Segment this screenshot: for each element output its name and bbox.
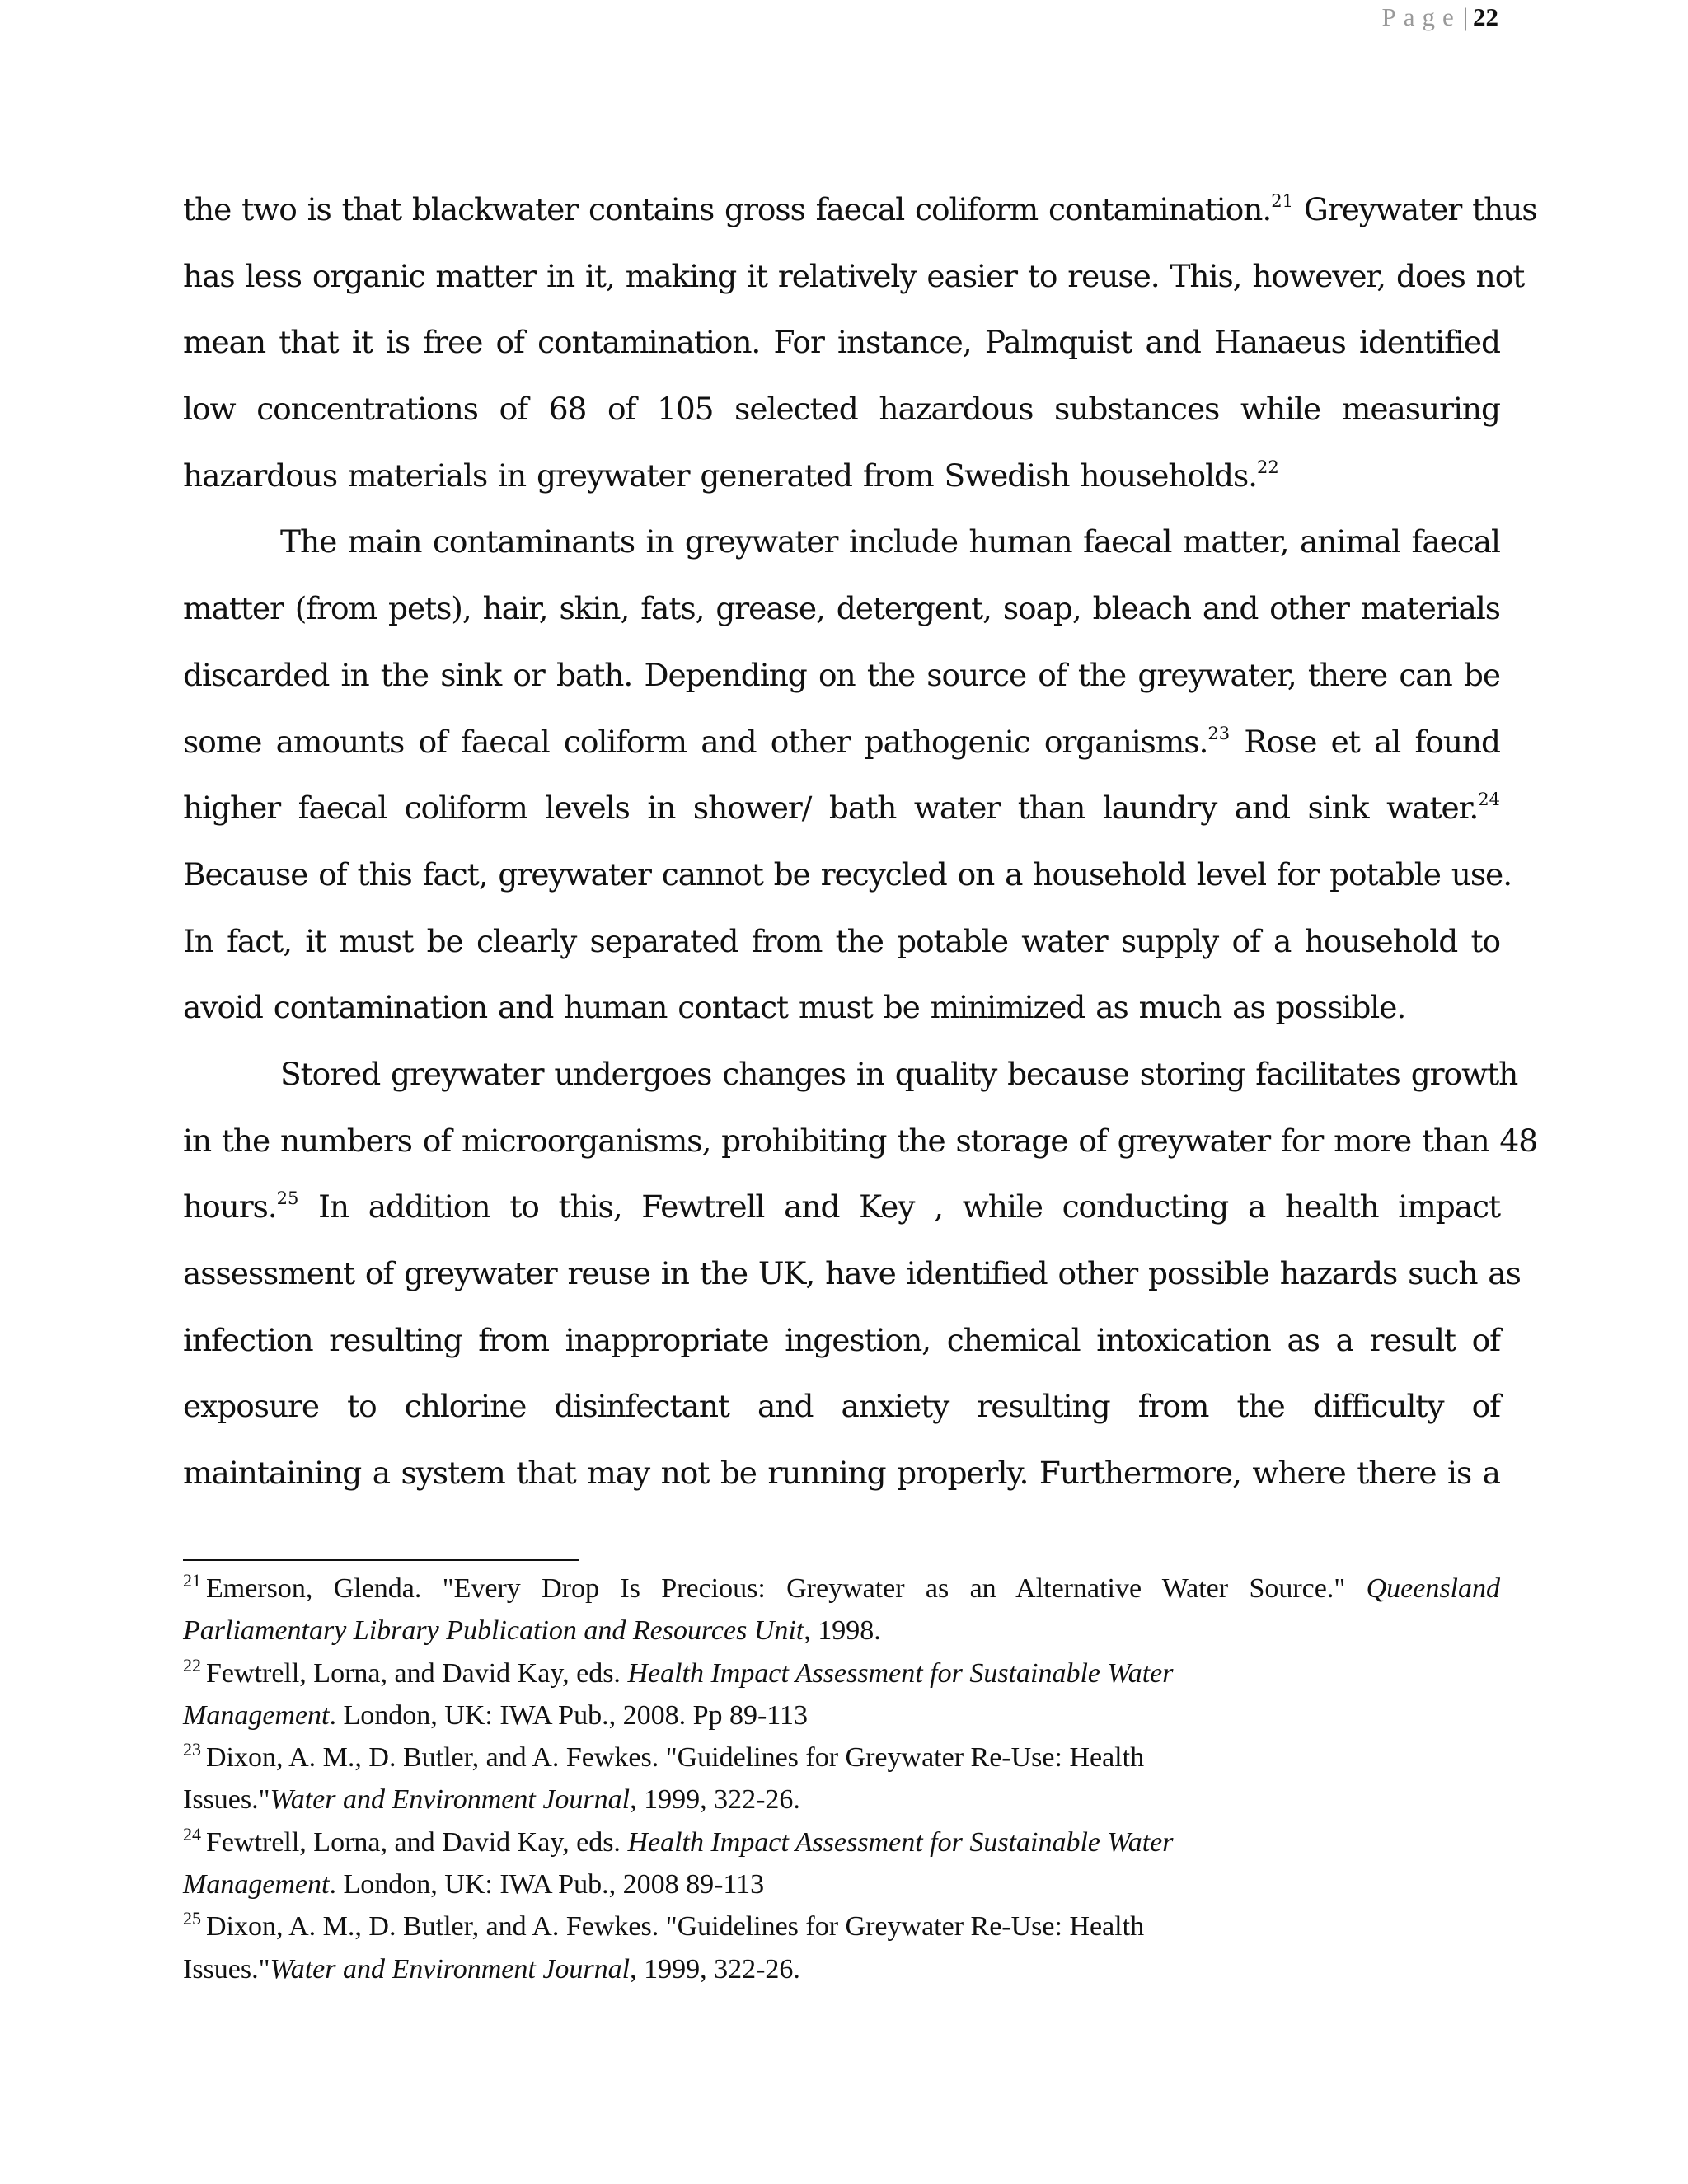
body-line: mean that it is free of contamination. For instance, Palmquist and Hanaeus identified — [183, 324, 1500, 361]
footnote-ref: 22 — [1257, 457, 1279, 477]
footnote-ref: 24 — [1478, 790, 1500, 810]
footnote-21: $^{21}$ Emerson, Glenda. "Every Drop Is Precious: Greywater as an Alternative Water Source." Queensland — [183, 1570, 1500, 1604]
body-line: infection resulting from inappropriate ingestion, chemical intoxication as a result of — [183, 1321, 1500, 1358]
body-line: exposure to chlorine disinfectant and anxiety resulting from the difficulty of — [183, 1388, 1500, 1425]
footnote-21-cont: Parliamentary Library Publication and Resources Unit, 1998. — [183, 1615, 881, 1647]
footnote-24-cont: Management. London, UK: IWA Pub., 2008 89-113 — [183, 1869, 765, 1900]
footnote-number: 21 — [183, 1570, 201, 1591]
footnote-ref: 25 — [276, 1188, 299, 1209]
body-line: some amounts of faecal coliform and other pathogenic organisms.$^{23}$ Rose et al found — [183, 723, 1500, 760]
body-line: In fact, it must be clearly separated from the potable water supply of a household to — [183, 922, 1500, 959]
footnote-22: $^{22}$ Fewtrell, Lorna, and David Kay, eds. Health Impact Assessment for Sustainable Water — [183, 1654, 1174, 1689]
body-line: in the numbers of microorganisms, prohibiting the storage of greywater for more than 48 — [183, 1122, 1538, 1159]
footnote-number: 23 — [183, 1739, 201, 1760]
body-line: has less organic matter in it, making it relatively easier to reuse. This, however, does not — [183, 257, 1525, 294]
footnote-number: 24 — [183, 1823, 201, 1844]
body-line: low concentrations of 68 of 105 selected hazardous substances while measuring — [183, 391, 1500, 428]
footnote-number: 22 — [183, 1654, 201, 1675]
footnote-24: $^{24}$ Fewtrell, Lorna, and David Kay, eds. Health Impact Assessment for Sustainable Water — [183, 1823, 1174, 1858]
footnote-23: $^{23}$ Dixon, A. M., D. Butler, and A. Fewkes. "Guidelines for Greywater Re-Use: Health — [183, 1739, 1145, 1774]
body-line: maintaining a system that may not be running properly. Furthermore, where there is a — [183, 1455, 1500, 1492]
footnote-22-cont: Management. London, UK: IWA Pub., 2008. Pp 89-113 — [183, 1699, 809, 1731]
page-number-label — [1382, 2, 1498, 33]
body-line: The main contaminants in greywater include human faecal matter, animal faecal — [280, 523, 1500, 560]
footnote-25: $^{25}$ Dixon, A. M., D. Butler, and A. Fewkes. "Guidelines for Greywater Re-Use: Health — [183, 1908, 1145, 1943]
body-line: avoid contamination and human contact must be minimized as much as possible. — [183, 989, 1406, 1026]
body-line: matter (from pets), hair, skin, fats, grease, detergent, soap, bleach and other materials — [183, 590, 1500, 627]
page-separator: | — [1462, 2, 1468, 31]
page-number: 22 — [1473, 2, 1498, 31]
body-line: higher faecal coliform levels in shower/ bath water than laundry and sink water.$^{24}$ — [183, 790, 1500, 827]
footnote-number: 25 — [183, 1908, 201, 1929]
footnote-23-cont: Issues."Water and Environment Journal, 1999, 322-26. — [183, 1784, 800, 1816]
footnote-separator — [183, 1559, 579, 1561]
body-line: hazardous materials in greywater generated from Swedish households.$^{22}$ — [183, 457, 1279, 494]
body-text — [183, 176, 1538, 1507]
body-line: hours.$^{25}$ In addition to this, Fewtrell and Key , while conducting a health impact — [183, 1188, 1500, 1226]
footnote-ref: 23 — [1207, 723, 1231, 743]
body-line: discarded in the sink or bath. Depending on the source of the greywater, there can be — [183, 656, 1500, 693]
body-line: assessment of greywater reuse in the UK, have identified other possible hazards such as — [183, 1255, 1521, 1291]
footnotes — [183, 1568, 1500, 1990]
body-line: Stored greywater undergoes changes in quality because storing facilitates growth — [280, 1055, 1518, 1092]
body-line: the two is that blackwater contains gross faecal coliform contamination.$^{21}$ Greywater thus — [183, 191, 1537, 227]
footnote-25-cont: Issues."Water and Environment Journal, 1999, 322-26. — [183, 1953, 800, 1985]
page-header — [180, 2, 1498, 35]
page-word: Page — [1381, 2, 1461, 31]
body-line: Because of this fact, greywater cannot be recycled on a household level for potable use. — [183, 855, 1512, 893]
footnote-ref: 21 — [1271, 191, 1293, 211]
